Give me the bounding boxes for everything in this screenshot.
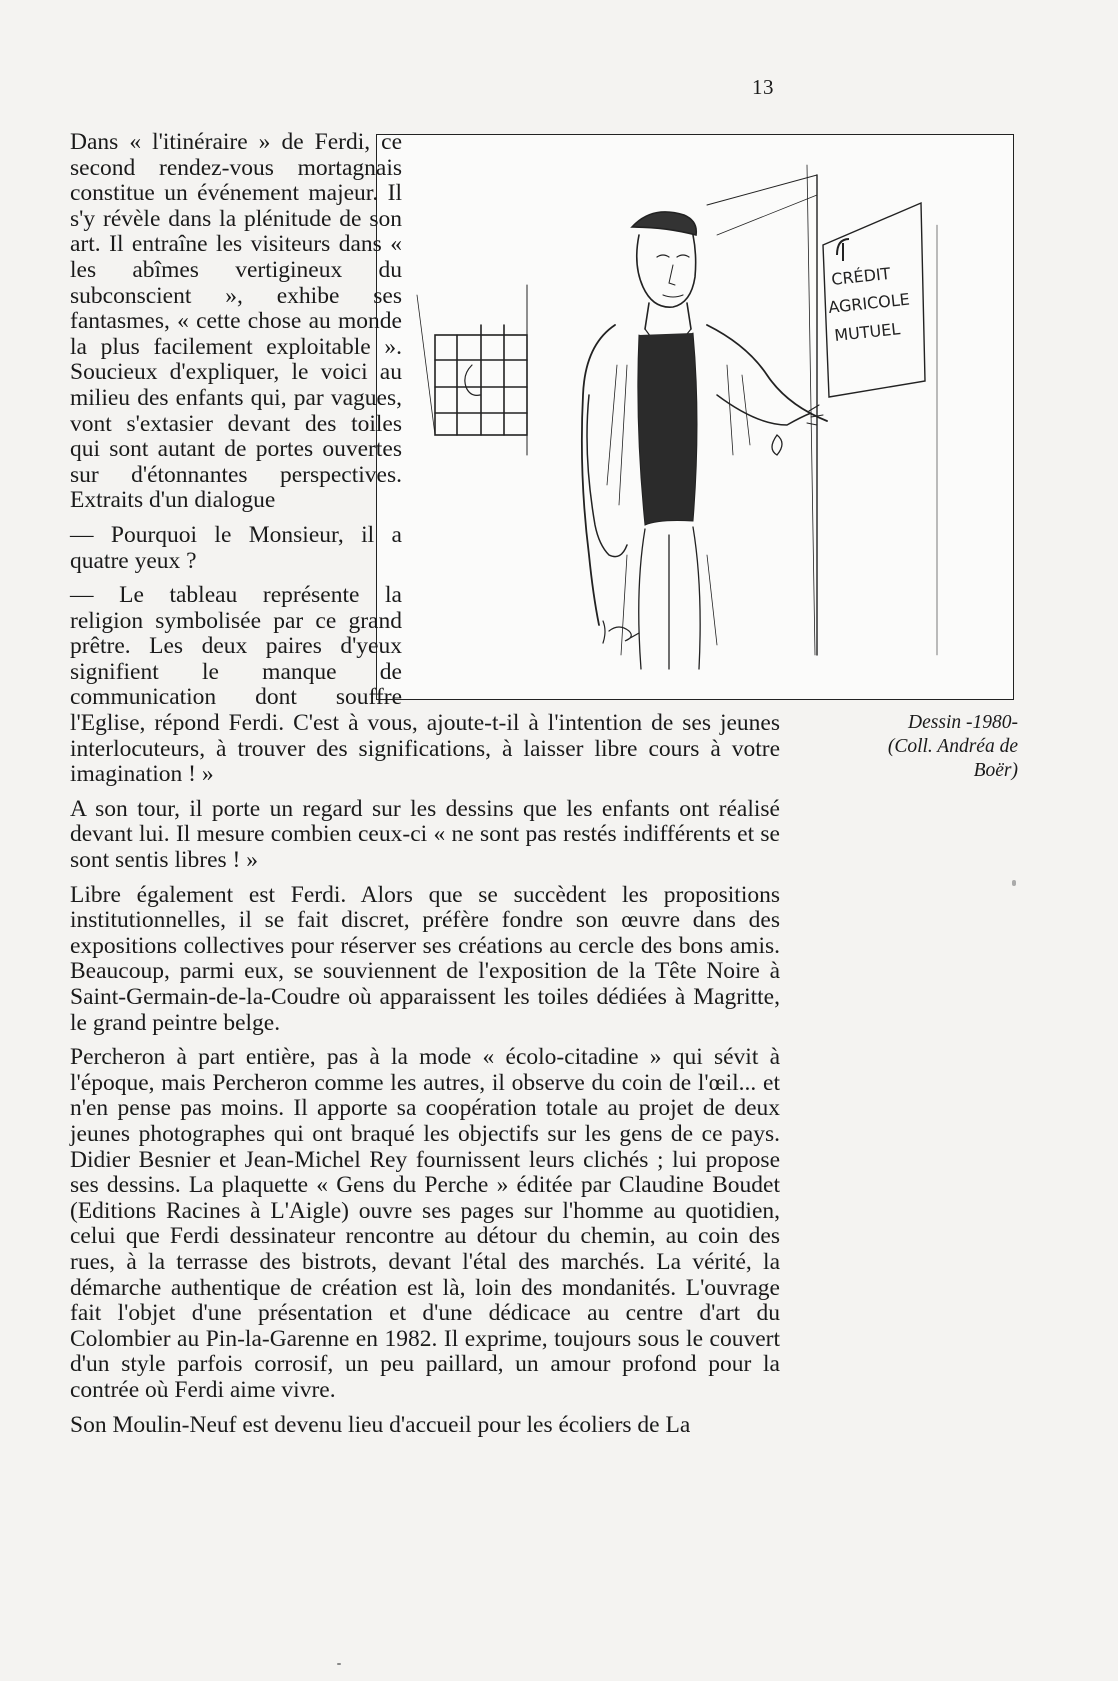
paragraph-3: — Le tableau représente la religion symbolisée par ce grand prêtre. Les deux paires d'yeux signifient le manque de communication dont souffre l'Eglise, répond Ferdi. C'est à vous, ajoute-t-il à l'intention de ses jeunes interlocuteurs, à trouver des significations, à laisser libre cours à votre imagination ! »	[70, 582, 780, 788]
sign-line-2: AGRICOLE	[827, 289, 911, 317]
paragraph-5: Libre également est Ferdi. Alors que se succèdent les propositions institutionnelles, il se fait discret, préfère fondre son œuvre dans des expositions collectives pour réserver ses créations au cercle des bons amis. Beaucoup, parmi eux, se souviennent de l'exposition de la Tête Noire à Saint-Germain-de-la-Coudre où apparaissent les toiles dédiées à Magritte, le grand peintre belge.	[70, 881, 780, 1036]
caption-line-2: (Coll. Andréa de	[887, 736, 1018, 757]
paper-speck	[1012, 880, 1016, 886]
sign-line-1: CRÉDIT	[830, 263, 892, 289]
paragraph-6: Percheron à part entière, pas à la mode « écolo-citadine » qui sévit à l'époque, mais Percheron comme les autres, il observe du coin de l'œil... et n'en pense pas moins. Il apporte sa coopération totale au projet de deux jeunes photographes qui ont braqué les objectifs sur les gens de ce pays. Didier Besnier et Jean-Michel Rey fournissent leurs clichés ; lui propose ses dessins. La plaquette « Gens du Perche » éditée par Claudine Boudet (Editions Racines à L'Aigle) ouvre ses pages sur l'homme au quotidien, celui que Ferdi dessinateur rencontre au détour du chemin, au coin des rues, à la terrasse des bistrots, devant l'étal des marchés. La vérité, la démarche authentique de création est là, loin des mondanités. L'ouvrage fait l'objet d'une présentation et d'une dédicace au centre d'art du Colombier au Pin-la-Garenne en 1982. Il exprime, toujours sous le couvert d'un style parfois corrosif, un peu paillard, un amour profond pour la contrée où Ferdi aime vivre.	[70, 1044, 780, 1403]
sign-logo	[837, 239, 849, 261]
paragraph-4: A son tour, il porte un regard sur les dessins que les enfants ont réalisé devant lui. Il mesure combien ceux-ci « ne sont pas restés indifférents et se sont sentis libres ! »	[70, 795, 780, 874]
paper-speck	[337, 1663, 341, 1665]
figure-caption	[836, 711, 1018, 783]
caption-line-1: Dessin -1980-	[908, 712, 1018, 733]
paragraph-1: Dans « l'itinéraire » de Ferdi, ce second rendez-vous mortagnais constitue un événement majeur. Il s'y révèle dans la plénitude de son art. Il entraîne les visiteurs dans « les abîmes vertigineux du subconscient », exhibe ses fantasmes, « cette chose au monde la plus facilement exploitable ». Soucieux d'expliquer, le voici au milieu des enfants qui, par vagues, vont s'extasier devant des toiles qui sont autant de portes ouvertes sur d'étonnantes perspectives. Extraits d'un dialogue	[70, 129, 402, 514]
sign-line-3: MUTUEL	[833, 319, 902, 345]
paragraph-2: — Pourquoi le Monsieur, il a quatre yeux ?	[70, 521, 402, 574]
page-number: 13	[752, 75, 774, 99]
paragraph-7: Son Moulin-Neuf est devenu lieu d'accueil pour les écoliers de La	[70, 1411, 691, 1438]
caption-line-3: Boër)	[973, 760, 1018, 781]
figure-spacer	[416, 130, 780, 702]
body-text	[70, 130, 780, 1447]
